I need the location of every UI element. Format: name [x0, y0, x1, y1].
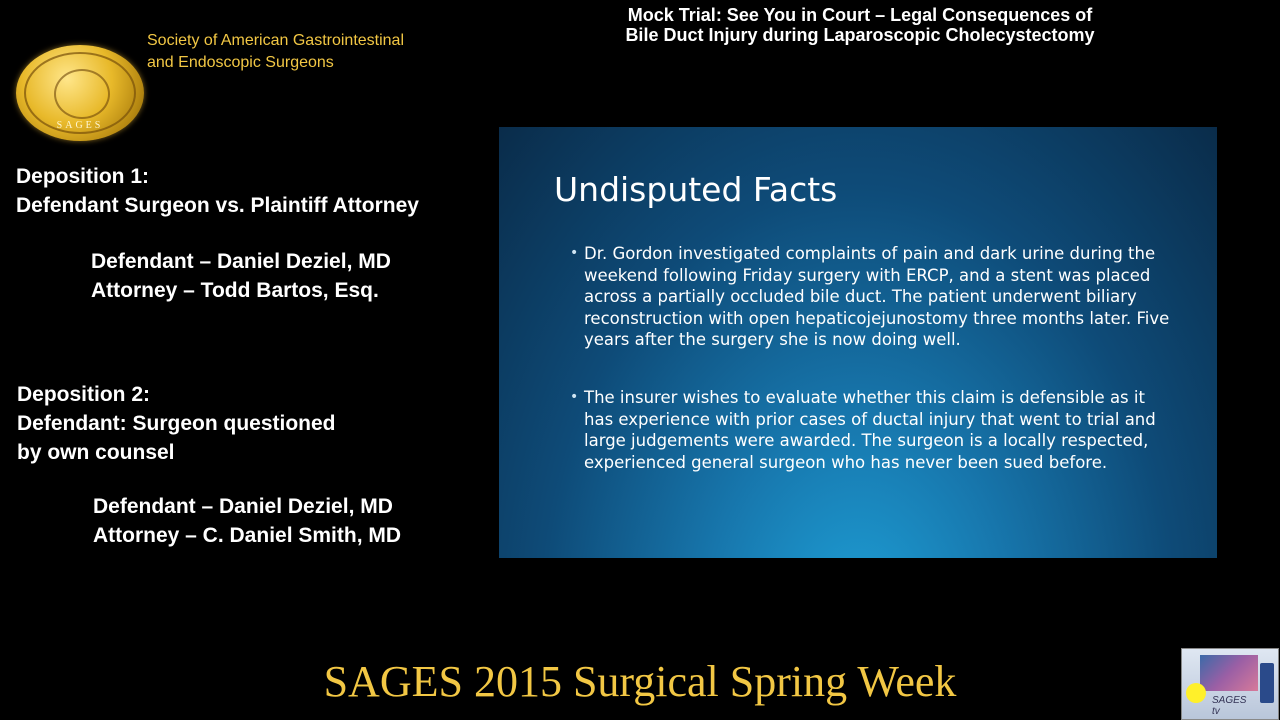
logo-text: SAGES [56, 120, 104, 131]
bullet-dot-icon: • [570, 389, 579, 405]
video-title: Mock Trial: See You in Court – Legal Consequences of Bile Duct Injury during Laparoscopic Cholecystectomy [625, 5, 1095, 45]
sages-tv-badge[interactable] [1181, 648, 1279, 720]
event-footer-title: SAGES 2015 Surgical Spring Week [323, 657, 957, 706]
bullet-dot-icon: • [570, 245, 579, 261]
organization-name: Society of American Gastrointestinal and Endoscopic Surgeons [147, 32, 405, 71]
deposition-1-participants: Defendant – Daniel Deziel, MD Attorney – Todd Bartos, Esq. [91, 250, 391, 302]
slide-bullet-text: Dr. Gordon investigated complaints of pain and dark urine during the weekend following Friday surgery with ERCP, and a stent was placed across a partially occluded bile duct. The patient underwent biliary reconstruction with open hepaticojejunostomy three months later. Five years after the surgery she is now doing well. [584, 244, 1170, 350]
tv-brand-text: SAGES tv [1212, 695, 1247, 717]
slide-bullet [570, 387, 1174, 473]
sages-logo-seal [16, 45, 144, 141]
sun-icon [1186, 683, 1206, 703]
slide-bullet [570, 243, 1174, 351]
tv-screen-thumbnail [1200, 655, 1258, 691]
deposition-2-participants: Defendant – Daniel Deziel, MD Attorney – C. Daniel Smith, MD [93, 495, 402, 547]
phone-icon [1260, 663, 1274, 703]
slide-title: Undisputed Facts [554, 170, 838, 209]
presentation-slide [499, 127, 1217, 558]
caduceus-emblem-icon [54, 69, 110, 119]
deposition-2-heading: Deposition 2: Defendant: Surgeon questioned by own counsel [17, 383, 336, 464]
deposition-1-heading: Deposition 1: Defendant Surgeon vs. Plaintiff Attorney [16, 165, 419, 217]
slide-bullet-text: The insurer wishes to evaluate whether this claim is defensible as it has experience with prior cases of ductal injury that went to trial and large judgements were awarded. The surgeon is a locally respected, experienced general surgeon who has never been sued before. [584, 388, 1156, 472]
